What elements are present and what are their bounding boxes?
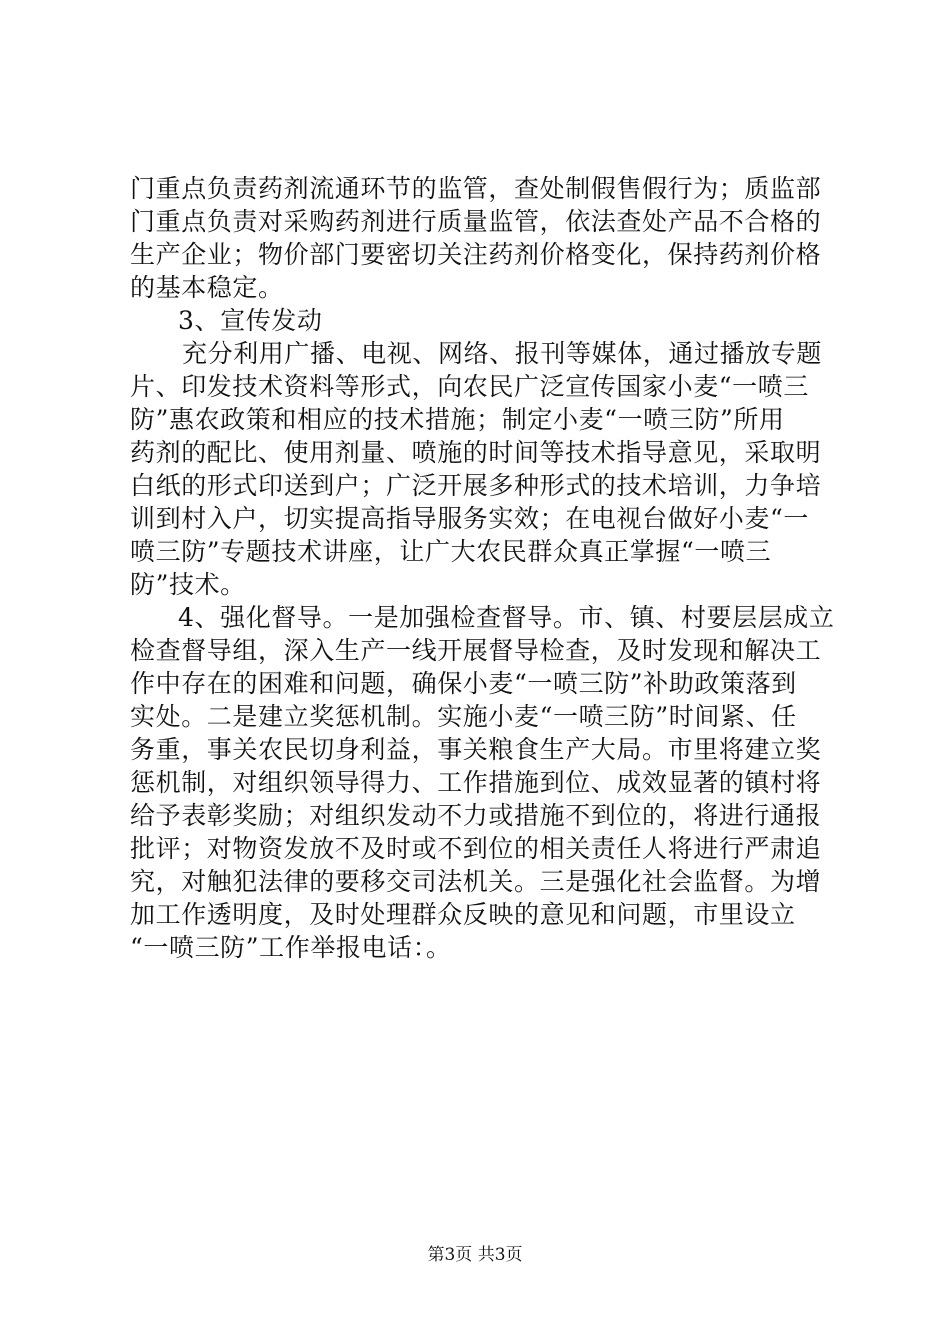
body-line: 给予表彰奖励；对组织发动不力或措施不到位的，将进行通报	[130, 801, 822, 830]
section-heading: 4、强化督导。一是加强检查督导。市、镇、村要层层成立	[178, 603, 835, 632]
body-line: 作中存在的困难和问题，确保小麦“一喷三防”补助政策落到	[130, 669, 797, 698]
body-line: 检查督导组，深入生产一线开展督导检查，及时发现和解决工	[130, 636, 822, 665]
body-line: 务重，事关农民切身利益，事关粮食生产大局。市里将建立奖	[130, 735, 822, 764]
body-line: 的基本稳定。	[130, 273, 284, 302]
body-line: 生产企业；物价部门要密切关注药剂价格变化，保持药剂价格	[130, 240, 822, 269]
body-line: 加工作透明度，及时处理群众反映的意见和问题，市里设立	[130, 900, 796, 929]
body-line: 究，对触犯法律的要移交司法机关。三是强化社会监督。为增	[130, 867, 822, 896]
body-line: 门重点负责对采购药剂进行质量监管，依法查处产品不合格的	[130, 207, 822, 236]
body-line: 实处。二是建立奖惩机制。实施小麦“一喷三防”时间紧、任	[130, 702, 797, 731]
section-heading: 3、宣传发动	[178, 306, 323, 335]
body-line: 门重点负责药剂流通环节的监管，查处制假售假行为；质监部	[130, 174, 822, 203]
body-line: 防”技术。	[130, 570, 246, 599]
body-line: 充分利用广播、电视、网络、报刊等媒体，通过播放专题	[182, 339, 823, 368]
body-line: 药剂的配比、使用剂量、喷施的时间等技术指导意见，采取明	[130, 438, 822, 467]
body-line: 批评；对物资发放不及时或不到位的相关责任人将进行严肃追	[130, 834, 822, 863]
body-line: 防”惠农政策和相应的技术措施；制定小麦“一喷三防”所用	[130, 405, 785, 434]
body-line: 片、印发技术资料等形式，向农民广泛宣传国家小麦“一喷三	[130, 372, 809, 401]
body-line: 惩机制，对组织领导得力、工作措施到位、成效显著的镇村将	[130, 768, 822, 797]
body-line: 喷三防”专题技术讲座，让广大农民群众真正掌握“一喷三	[130, 537, 772, 566]
page-number-footer: 第3页 共3页	[427, 1245, 523, 1265]
body-line: “一喷三防”工作举报电话：。	[130, 933, 452, 962]
body-line: 白纸的形式印送到户；广泛开展多种形式的技术培训，力争培	[130, 471, 822, 500]
document-body	[130, 172, 835, 964]
body-line: 训到村入户，切实提高指导服务实效；在电视台做好小麦“一	[130, 504, 809, 533]
